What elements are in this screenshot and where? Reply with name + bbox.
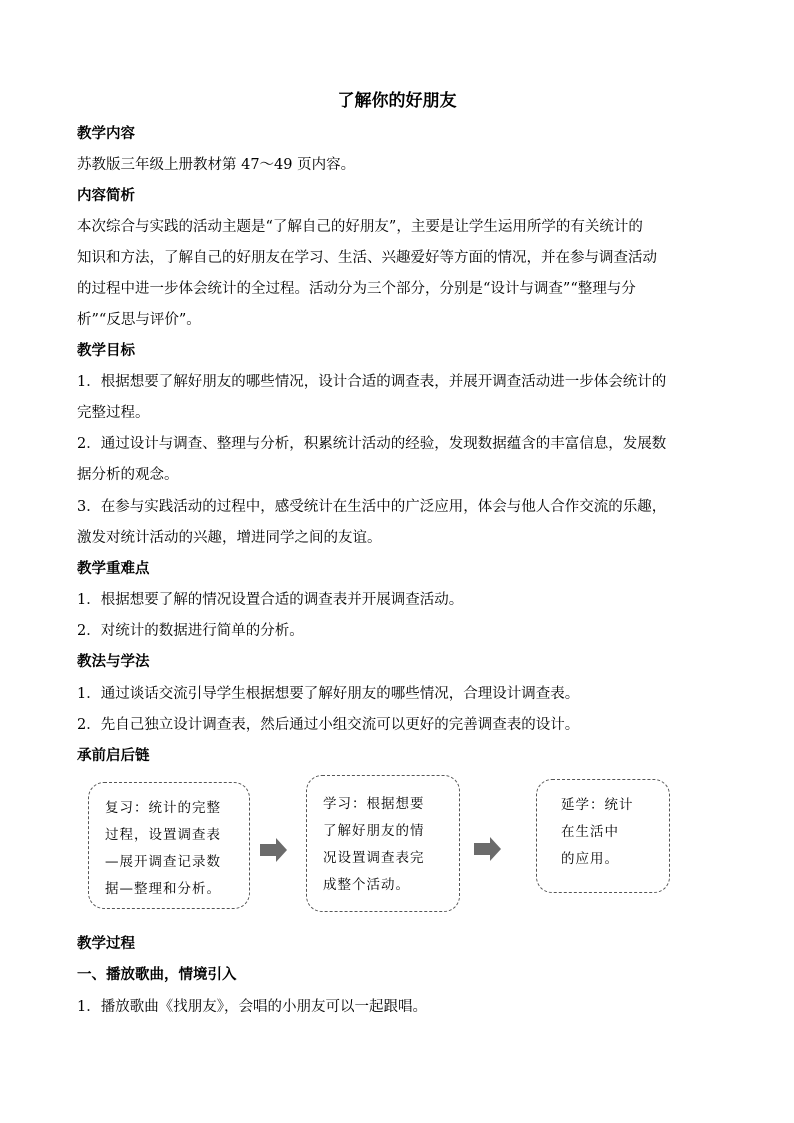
arrow-right-icon	[260, 838, 288, 862]
goal-line: 1．根据想要了解好朋友的哪些情况，设计合适的调查表，并展开调查活动进一步体会统计的	[77, 374, 667, 390]
heading-methods: 教法与学法	[77, 654, 150, 670]
brief-line: 的过程中进一步体会统计的全过程。活动分为三个部分，分别是“设计与调查”“整理与分	[77, 281, 636, 297]
goal-line: 完整过程。	[77, 405, 150, 421]
chain-box-line: 复习：统计的完整	[105, 800, 221, 816]
goal-line: 2．通过设计与调查、整理与分析，积累统计活动的经验，发现数据蕴含的丰富信息，发展数	[77, 436, 667, 452]
goal-line: 3．在参与实践活动的过程中，感受统计在生活中的广泛应用，体会与他人合作交流的乐趣，	[77, 499, 667, 515]
chain-box-line: 学习：根据想要	[323, 796, 425, 812]
chain-box-line: 况设置调查表完	[323, 850, 425, 866]
method-line: 2．先自己独立设计调查表，然后通过小组交流可以更好的完善调查表的设计。	[77, 717, 580, 733]
heading-content: 教学内容	[77, 126, 135, 142]
chain-box-line: 延学：统计	[561, 797, 634, 813]
chain-box-line: —展开调查记录数	[105, 854, 221, 870]
heading-key-points: 教学重难点	[77, 561, 150, 577]
chain-box-line: 在生活中	[561, 824, 619, 840]
content-text: 苏教版三年级上册教材第 47～49 页内容。	[77, 157, 356, 173]
process-subheading: 一、播放歌曲，情境引入	[77, 967, 237, 983]
brief-line: 本次综合与实践的活动主题是“了解自己的好朋友”，主要是让学生运用所学的有关统计的	[77, 219, 643, 235]
chain-box-learn	[306, 775, 460, 912]
arrow-right-icon	[474, 837, 502, 861]
goal-line: 激发对统计活动的兴趣，增进同学之间的友谊。	[77, 530, 382, 546]
heading-brief: 内容简析	[77, 188, 135, 204]
method-line: 1．通过谈话交流引导学生根据想要了解好朋友的哪些情况，合理设计调查表。	[77, 686, 580, 702]
heading-chain: 承前启后链	[77, 748, 150, 764]
key-line: 1．根据想要了解的情况设置合适的调查表并开展调查活动。	[77, 592, 464, 608]
brief-line: 析”“反思与评价”。	[77, 312, 201, 328]
process-line: 1．播放歌曲《找朋友》，会唱的小朋友可以一起跟唱。	[77, 999, 427, 1015]
chain-box-extend	[536, 779, 670, 893]
key-line: 2．对统计的数据进行简单的分析。	[77, 623, 304, 639]
heading-process: 教学过程	[77, 936, 135, 952]
chain-box-line: 了解好朋友的情	[323, 823, 425, 839]
chain-box-line: 据—整理和分析。	[105, 881, 221, 897]
chain-box-line: 过程，设置调查表	[105, 827, 221, 843]
page-title: 了解你的好朋友	[337, 91, 457, 111]
heading-goals: 教学目标	[77, 343, 135, 359]
goal-line: 据分析的观念。	[77, 467, 179, 483]
brief-line: 知识和方法，了解自己的好朋友在学习、生活、兴趣爱好等方面的情况，并在参与调查活动	[77, 250, 657, 266]
chain-box-line: 成整个活动。	[323, 877, 410, 893]
chain-box-review	[88, 782, 250, 909]
chain-box-line: 的应用。	[561, 851, 619, 867]
